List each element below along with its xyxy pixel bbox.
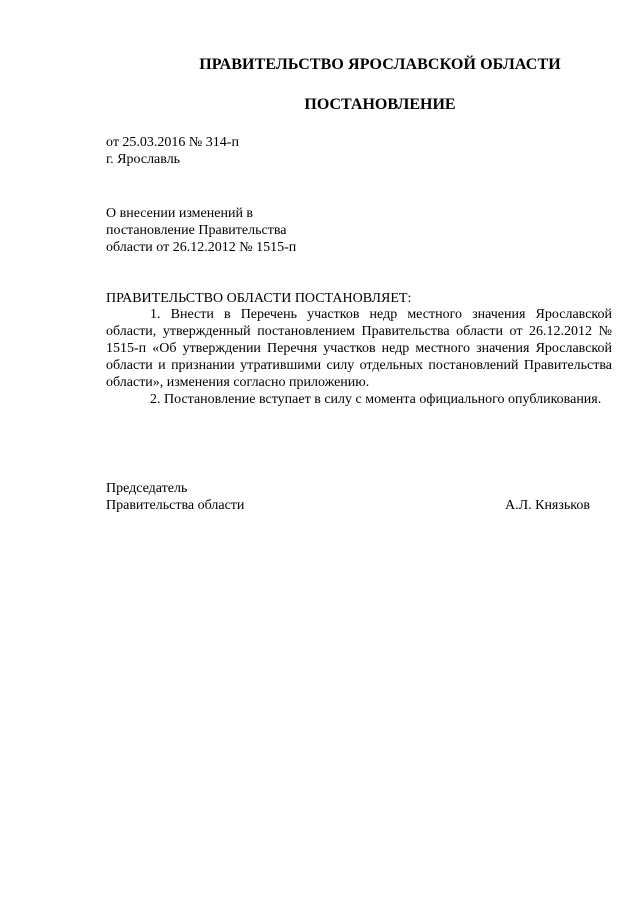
signer-title-line2: Правительства области bbox=[106, 498, 245, 513]
subject-line: постановление Правительства bbox=[106, 223, 287, 238]
document-subject bbox=[106, 205, 296, 256]
signature-block bbox=[106, 480, 590, 514]
signer-name: А.Л. Князьков bbox=[505, 498, 590, 513]
paragraph-2: 2. Постановление вступает в силу с момента официального опубликования. bbox=[150, 392, 602, 407]
resolves-heading: ПРАВИТЕЛЬСТВО ОБЛАСТИ ПОСТАНОВЛЯЕТ: bbox=[106, 291, 412, 306]
paragraph-1: 1. Внести в Перечень участков недр местного значения Ярославской области, утвержденный постановлением Правительства области от 26.12.2012 № 1515-п «Об утверждении Перечня участков недр местного значения Ярославской области и признании утратившими силу отдельных постановлений Правительства области», изменения согласно приложению. bbox=[106, 307, 612, 390]
document-meta bbox=[106, 134, 239, 168]
city: г. Ярославль bbox=[106, 152, 181, 167]
signer-title-line1: Председатель bbox=[106, 481, 188, 496]
resolution-body bbox=[106, 306, 612, 408]
subject-line: области от 26.12.2012 № 1515-п bbox=[106, 240, 297, 255]
issuing-authority: ПРАВИТЕЛЬСТВО ЯРОСЛАВСКОЙ ОБЛАСТИ bbox=[199, 56, 561, 73]
document-type: ПОСТАНОВЛЕНИЕ bbox=[304, 96, 456, 113]
date-number: от 25.03.2016 № 314-п bbox=[106, 135, 239, 150]
subject-line: О внесении изменений в bbox=[106, 206, 254, 221]
